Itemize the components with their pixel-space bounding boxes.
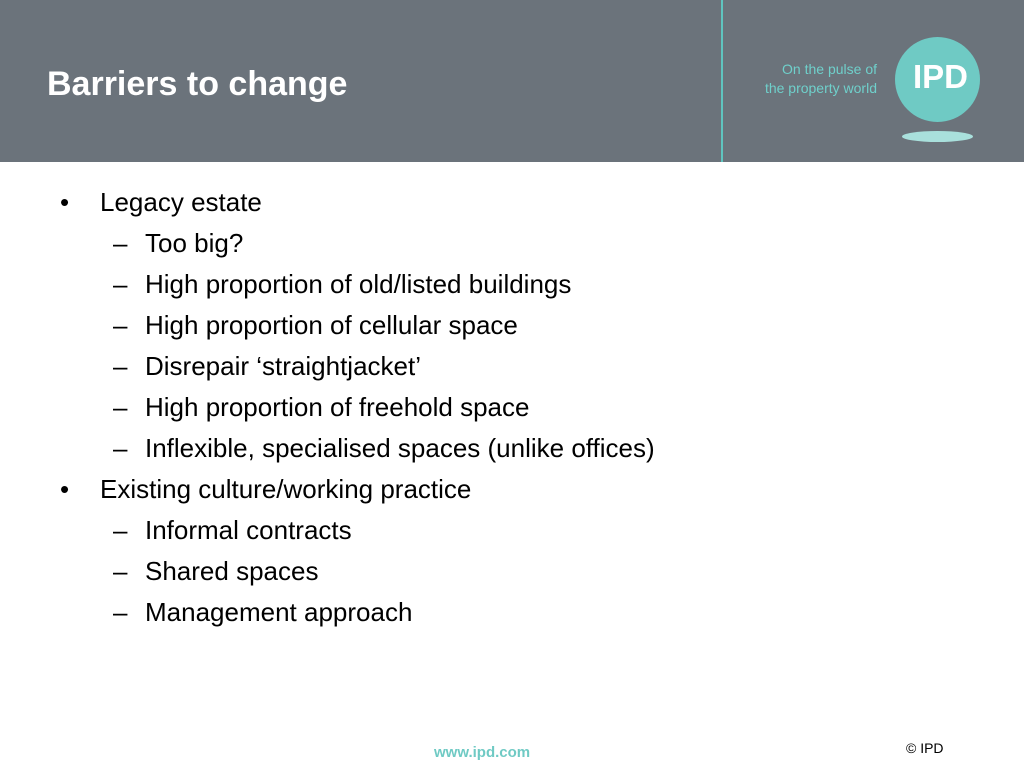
sub-bullet-item: Inflexible, specialised spaces (unlike offices) <box>145 433 655 463</box>
sub-bullet-item: High proportion of old/listed buildings <box>145 269 572 299</box>
sub-bullet-marker: – <box>113 556 128 586</box>
sub-bullet-marker: – <box>113 597 128 627</box>
tagline-line-2: the property world <box>764 80 877 96</box>
sub-bullet-item: High proportion of freehold space <box>145 392 530 422</box>
sub-bullet-marker: – <box>113 392 128 422</box>
bullet-marker: • <box>60 474 70 504</box>
sub-bullet-marker: – <box>113 228 128 258</box>
sub-bullet-marker: – <box>113 515 128 545</box>
sub-bullet-marker: – <box>113 269 128 299</box>
sub-bullet-marker: – <box>113 310 128 340</box>
copyright-notice: © IPD <box>906 740 944 756</box>
sub-bullet-item: Management approach <box>145 597 413 627</box>
sub-bullet-item: Too big? <box>145 228 244 258</box>
logo-text: IPD <box>912 57 968 95</box>
sub-bullet-item: Informal contracts <box>145 515 352 545</box>
sub-bullet-item: Shared spaces <box>145 556 319 586</box>
tagline-line-1: On the pulse of <box>782 61 877 77</box>
slide-title: Barriers to change <box>47 65 348 103</box>
bullet-item: Legacy estate <box>100 187 262 217</box>
sub-bullet-marker: – <box>113 433 128 463</box>
bullet-item: Existing culture/working practice <box>100 474 472 504</box>
sub-bullet-item: Disrepair ‘straightjacket’ <box>145 351 421 381</box>
sub-bullet-item: High proportion of cellular space <box>145 310 518 340</box>
footer-url[interactable]: www.ipd.com <box>434 744 531 761</box>
sub-bullet-marker: – <box>113 351 128 381</box>
bullet-marker: • <box>60 187 70 217</box>
